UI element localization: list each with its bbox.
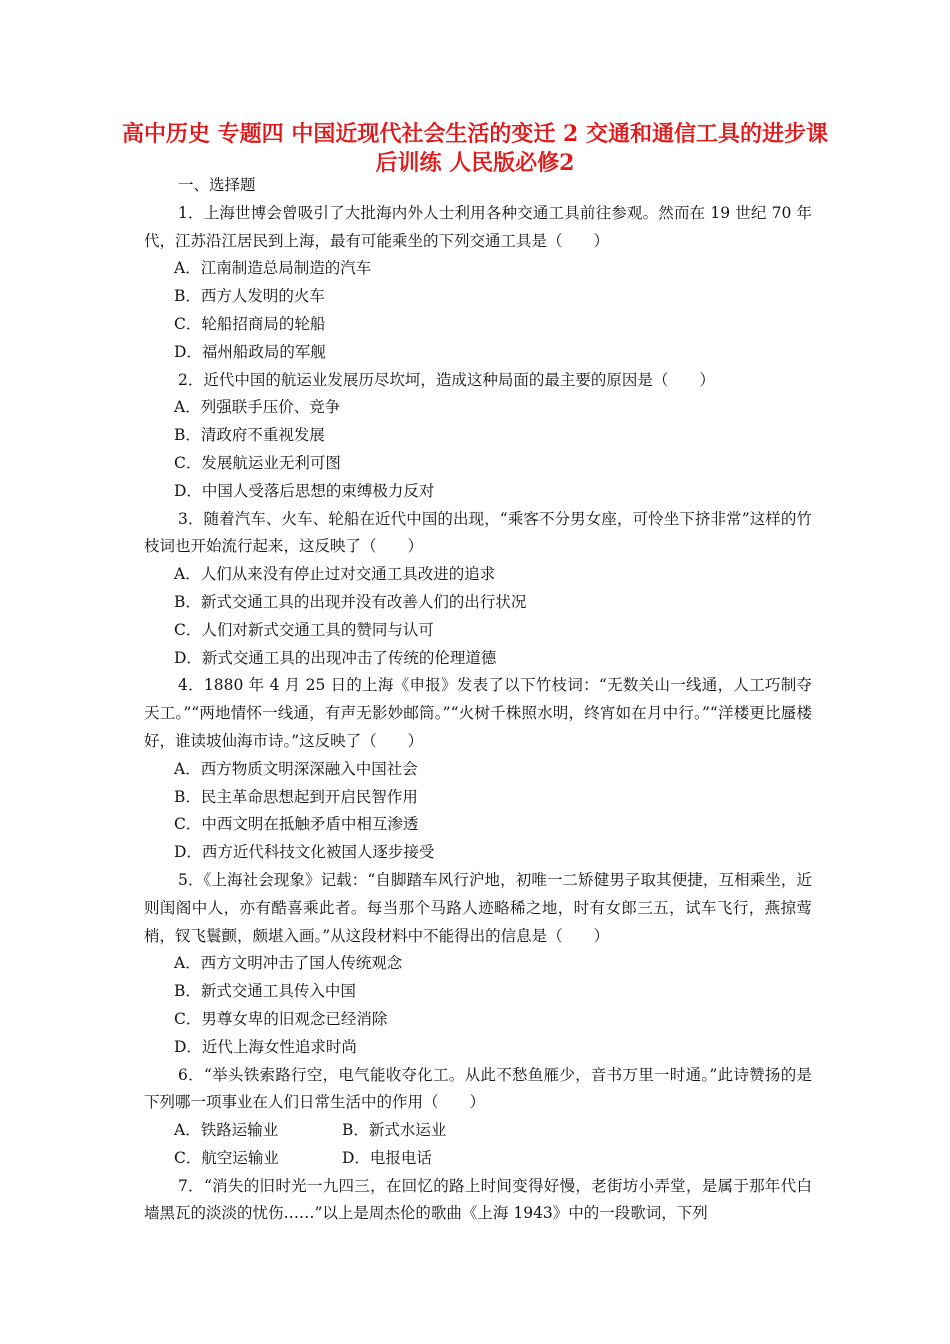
question-6-option-b: B．新式水运业 [342, 1121, 447, 1140]
question-1-option-b: B．西方人发明的火车 [174, 287, 325, 306]
question-5-option-a: A．西方文明冲击了国人传统观念 [174, 954, 403, 973]
question-3-stem: 3．随着汽车、火车、轮船在近代中国的出现，“乘客不分男女座，可怜坐下挤非常”这样的竹枝词也开始流行起来，这反映了（ ） [144, 509, 812, 556]
question-4-option-b: B．民主革命思想起到开启民智作用 [174, 787, 418, 806]
question-1-option-d: D．福州船政局的军舰 [174, 342, 326, 361]
question-6-option-d: D．电报电话 [342, 1148, 432, 1167]
question-6-options-row-1 [144, 1117, 812, 1145]
document-title: 高中历史 专题四 中国近现代社会生活的变迁 2 交通和通信工具的进步课后训练 人民版必修2 [122, 121, 828, 176]
document-body [144, 172, 812, 1228]
question-2-option-c: C．发展航运业无利可图 [174, 453, 341, 472]
question-5-option-c: C．男尊女卑的旧观念已经消除 [174, 1009, 388, 1028]
question-2-option-d: D．中国人受落后思想的束缚极力反对 [174, 481, 435, 500]
question-6-options-row-2 [144, 1145, 812, 1173]
question-6-option-c: C．航空运输业 [174, 1148, 279, 1167]
question-1-stem: 1．上海世博会曾吸引了大批海内外人士利用各种交通工具前往参观。然而在 19 世纪 70 年代，江苏沿江居民到上海，最有可能乘坐的下列交通工具是（ ） [144, 203, 812, 250]
question-1-option-c: C．轮船招商局的轮船 [174, 314, 326, 333]
question-5-option-b: B．新式交通工具传入中国 [174, 982, 356, 1001]
question-2-stem: 2．近代中国的航运业发展历尽坎坷，造成这种局面的最主要的原因是（ ） [178, 370, 715, 389]
question-6-option-a: A．铁路运输业 [174, 1121, 279, 1140]
question-4-option-d: D．西方近代科技文化被国人逐步接受 [174, 843, 435, 862]
question-3-option-d: D．新式交通工具的出现冲击了传统的伦理道德 [174, 648, 497, 667]
section-heading: 一、选择题 [178, 176, 256, 194]
question-3-option-b: B．新式交通工具的出现并没有改善人们的出行状况 [174, 592, 527, 611]
question-1-option-a: A．江南制造总局制造的汽车 [174, 259, 372, 278]
question-6-stem: 6．“举头铁索路行空，电气能收夺化工。从此不愁鱼雁少，音书万里一时通。”此诗赞扬的是下列哪一项事业在人们日常生活中的作用（ ） [144, 1065, 812, 1112]
question-4-option-c: C．中西文明在抵触矛盾中相互渗透 [174, 815, 419, 834]
question-3-option-c: C．人们对新式交通工具的赞同与认可 [174, 620, 434, 639]
question-2-option-b: B．清政府不重视发展 [174, 426, 325, 445]
question-5-option-d: D．近代上海女性追求时尚 [174, 1037, 357, 1056]
question-4-stem: 4．1880 年 4 月 25 日的上海《申报》发表了以下竹枝词：“无数关山一线通，人工巧制夺天工。”“两地情怀一线通，有声无影妙邮筒。”“火树千株照水明，终宵如在月中行。”“洋楼更比蜃楼好，谁读坡仙海市诗。”这反映了（ ） [144, 676, 812, 750]
question-3-option-a: A．人们从来没有停止过对交通工具改进的追求 [174, 565, 496, 584]
question-5-stem: 5．《上海社会现象》记载：“自脚踏车风行沪地，初唯一二矫健男子取其便捷，互相乘坐，近则闺阁中人，亦有酷喜乘此者。每当那个马路人迹略稀之地，时有女郎三五，试车飞行，燕掠莺梢，钗飞鬟颤，颇堪入画。”从这段材料中不能得出的信息是（ ） [144, 870, 812, 945]
question-2-option-a: A．列强联手压价、竞争 [174, 398, 341, 417]
question-7-stem: 7．“消失的旧时光一九四三，在回忆的路上时间变得好慢，老街坊小弄堂，是属于那年代白墙黑瓦的淡淡的忧伤……”以上是周杰伦的歌曲《上海 1943》中的一段歌词，下列 [144, 1176, 812, 1223]
question-4-option-a: A．西方物质文明深深融入中国社会 [174, 759, 418, 778]
